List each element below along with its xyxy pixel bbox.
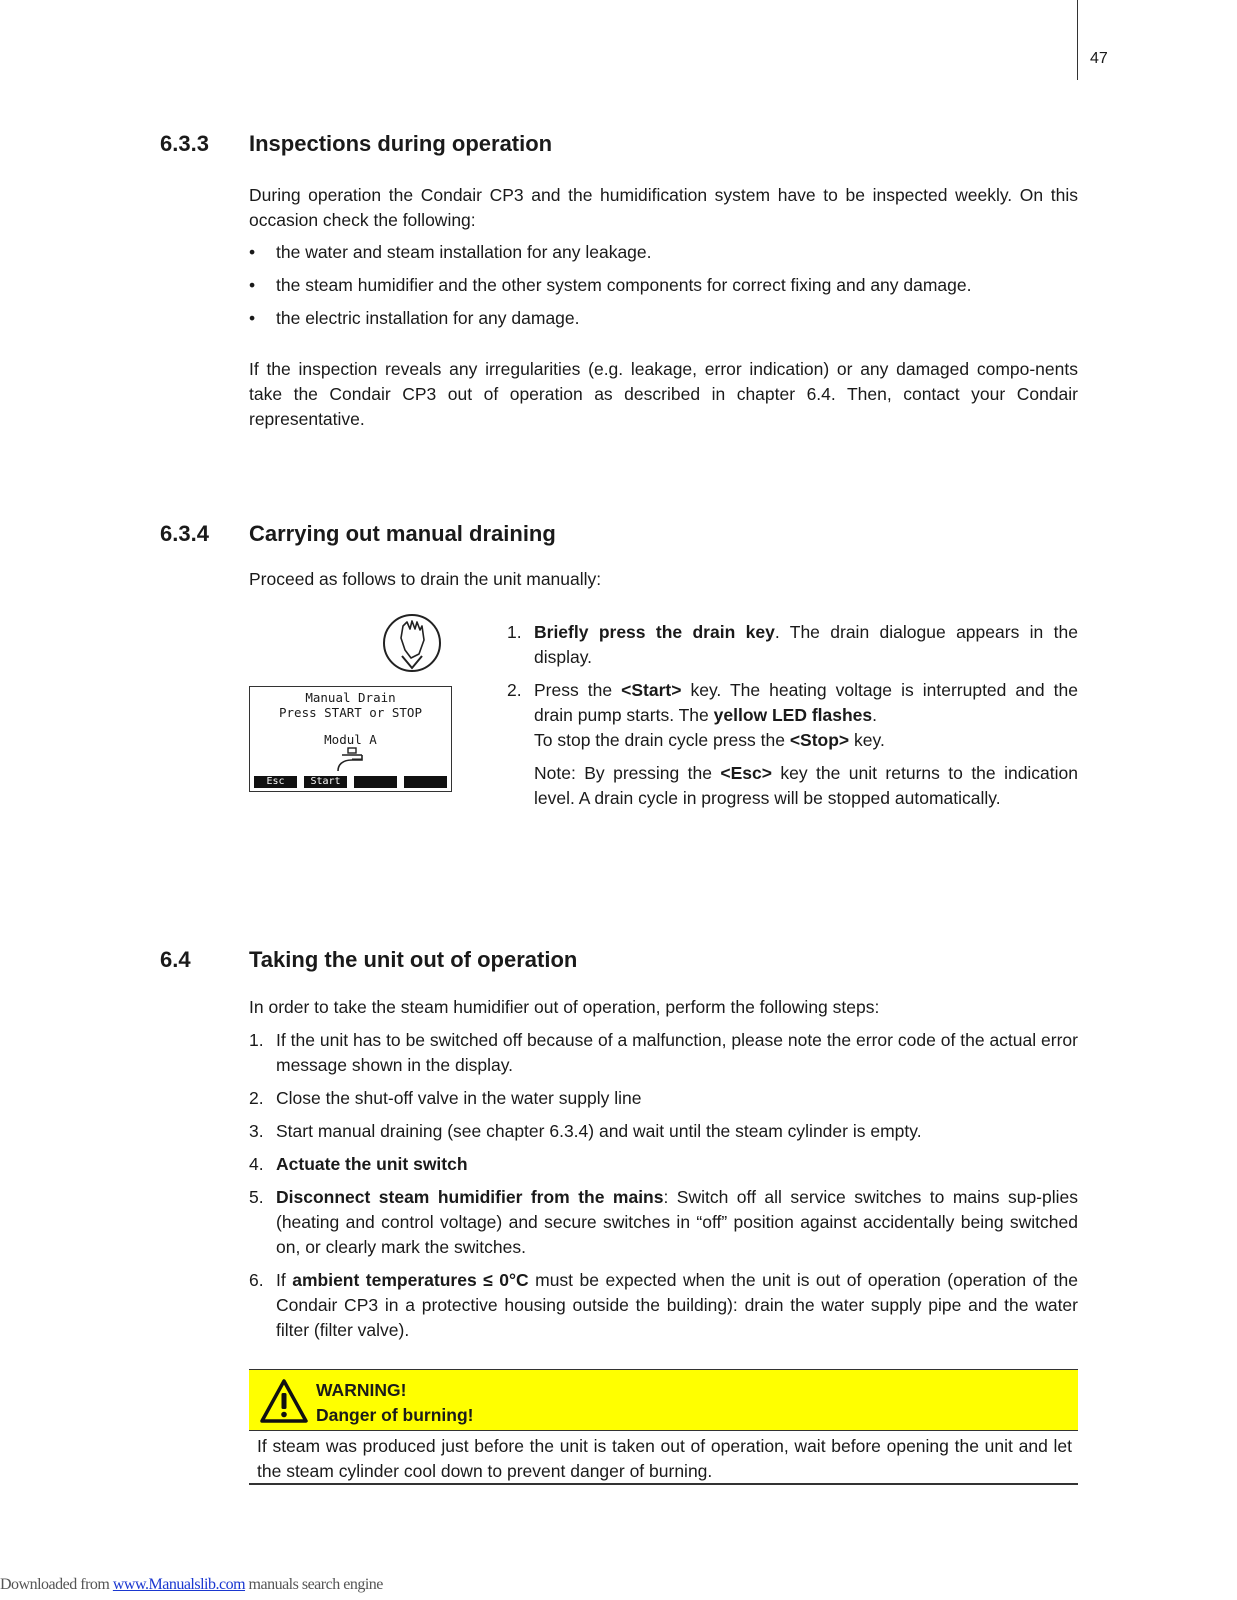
list-item [249,1119,1078,1144]
list-item: • the electric installation for any damage. [249,306,1078,331]
warning-triangle-icon [259,1378,309,1424]
step-number: 5. [249,1187,264,1207]
step-number: 3. [249,1121,264,1141]
step-text: Close the shut-off valve in the water supply line [276,1088,642,1108]
download-footer [0,1576,383,1594]
list-item: • the steam humidifier and the other system components for correct fixing and any damage. [249,273,1078,298]
step-text: must be expected when the unit is out of operation (operation of the Condair CP3 in a protective housing outside the building): drain the water supply pipe and the water filter (filter valve). [276,1270,1078,1340]
step-number: 6. [249,1270,264,1290]
note-text: key the unit returns to the indication level. A drain cycle in progress will be stopped automatically. [534,763,1079,808]
drain-steps [507,620,1078,819]
step-text: : Switch off all service switches to mains sup-plies (heating and control voltage) and secure switches in “off” position against accidentally being switched on, or clearly mark the switches. [276,1187,1079,1257]
list-item [507,620,1078,670]
footer-suffix: manuals search engine [245,1576,383,1593]
step-text: key. The heating voltage is interrupted and the drain pump starts. The [534,680,1078,725]
step-number: 2. [249,1088,264,1108]
step-bold: Disconnect steam humidifier from the mains [276,1187,664,1207]
section-title-64: Taking the unit out of operation [249,947,578,972]
list-item [249,1185,1078,1260]
footer-prefix: Downloaded from [0,1576,113,1593]
start-key-label: <Start> [621,680,682,700]
paragraph-drain-intro: Proceed as follows to drain the unit manually: [249,569,602,589]
paragraph-shutdown-intro: In order to take the steam humidifier out of operation, perform the following steps: [249,997,880,1017]
paragraph-inspection-closing: If the inspection reveals any irregularities (e.g. leakage, error indication) or any damaged compo-nents take the Condair CP3 out of operation as described in chapter 6.4. Then, contact your Condair representative. [249,359,1078,429]
step-bold: ambient temperatures ≤ 0°C [292,1270,529,1290]
step-number: 1. [507,622,522,642]
softkey-3[interactable] [354,776,397,788]
esc-key-label: <Esc> [720,763,772,783]
softkey-4[interactable] [404,776,447,788]
step-bold: Actuate the unit switch [276,1154,468,1174]
step-number: 1. [249,1030,264,1050]
list-item [507,678,1078,811]
warning-text: If steam was produced just before the unit is taken out of operation, wait before opening the unit and let the steam cylinder cool down to prevent danger of burning. [257,1436,1072,1481]
page-number: 47 [1090,50,1108,67]
list-item [249,1268,1078,1343]
step-text: Start manual draining (see chapter 6.3.4) and wait until the steam cylinder is empty. [276,1121,922,1141]
list-item: • the water and steam installation for any leakage. [249,240,1078,265]
stop-key-label: <Stop> [789,730,850,750]
warning-banner [249,1369,1078,1431]
warning-title: WARNING! [316,1380,407,1400]
page-rule [1077,0,1078,80]
step-text: key. [849,730,885,750]
warning-divider [249,1483,1078,1485]
list-item [249,1028,1078,1078]
list-item [249,1086,1078,1111]
paragraph-inspection-intro: During operation the Condair CP3 and the humidification system have to be inspected weekly. On this occasion check the following: [249,185,1078,230]
display-line-title: Manual Drain [305,690,396,705]
display-line-prompt: Press START or STOP [279,705,422,720]
note-text: Note: By pressing the [534,763,721,783]
section-title-634: Carrying out manual draining [249,521,556,546]
section-number-634: 6.3.4 [160,521,209,546]
section-number-64: 6.4 [160,947,191,972]
step-text: . [872,705,878,725]
softkey-start[interactable]: Start [304,776,347,788]
display-softkeys [254,776,447,788]
step-text: . The drain dialogue appears in the display. [534,622,1078,667]
step-bold: Briefly press the drain key [534,622,775,642]
drain-note [534,761,1078,811]
section-title-633: Inspections during operation [249,131,553,156]
tap-icon [332,747,368,773]
step-number: 2. [507,680,522,700]
step-text: If the unit has to be switched off because of a malfunction, please note the error code of the actual error message shown in the display. [276,1030,1078,1075]
step-number: 4. [249,1154,264,1174]
manualslib-link[interactable]: www.Manualslib.com [112,1576,246,1593]
list-item [249,1152,1078,1177]
step-text: To stop the drain cycle press the [534,730,790,750]
section-number-633: 6.3.3 [160,131,209,156]
inspection-checklist [249,240,1078,339]
shutdown-steps [249,1028,1078,1351]
step-text: If [276,1270,293,1290]
drain-key-icon [381,612,443,674]
drain-display [249,686,452,792]
softkey-esc[interactable]: Esc [254,776,297,788]
warning-subtitle: Danger of burning! [316,1405,474,1425]
step-text: Press the [534,680,622,700]
step-bold: yellow LED flashes [713,705,873,725]
display-line-module: Modul A [324,732,377,747]
